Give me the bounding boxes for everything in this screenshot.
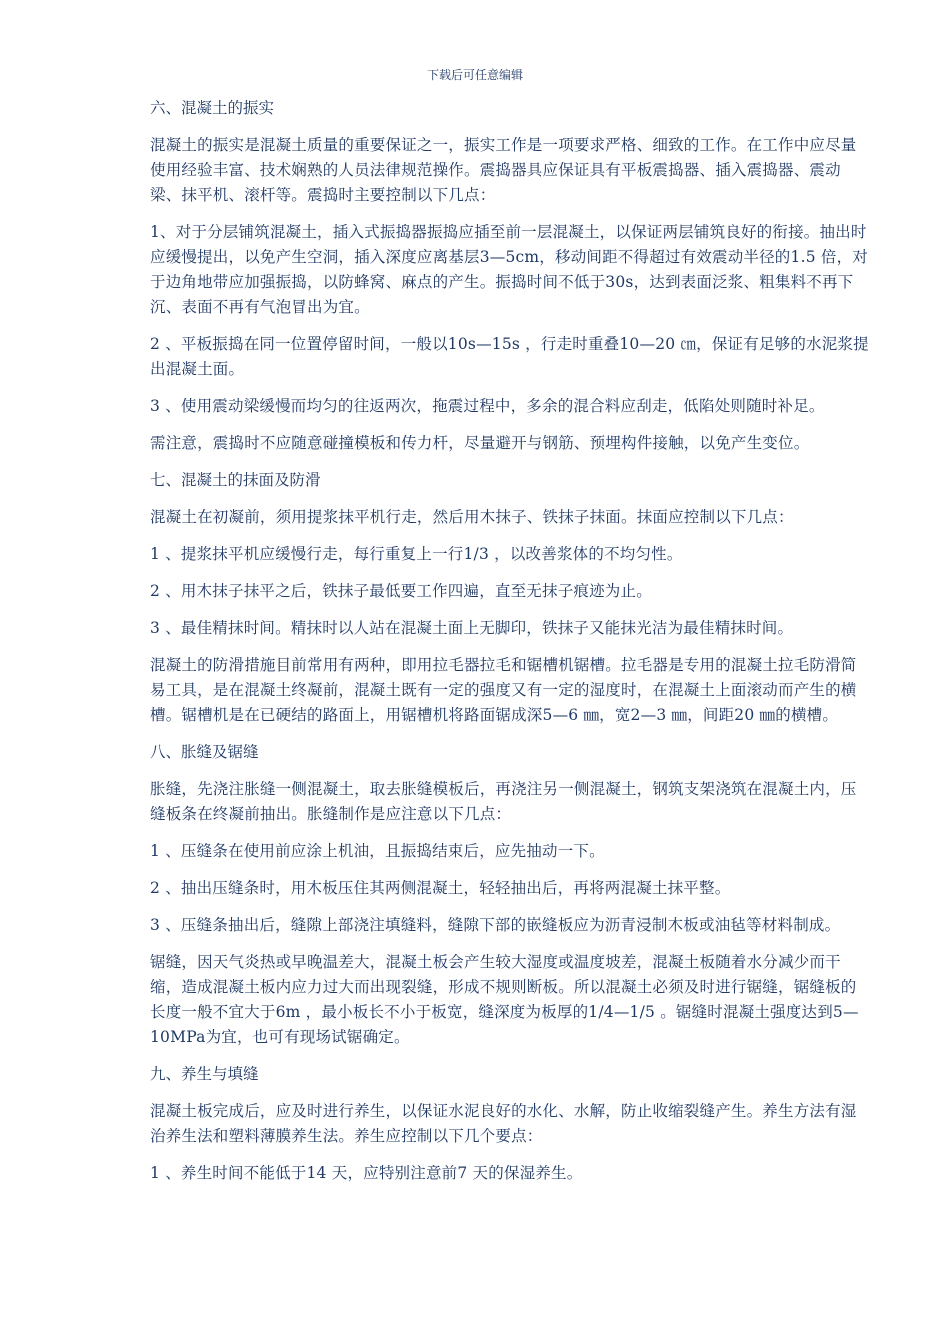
list-item: 3 、使用震动梁缓慢而均匀的往返两次，拖震过程中，多余的混合料应刮走，低陷处则随时补足。 <box>150 397 825 415</box>
paragraph: 胀缝，先浇注胀缝一侧混凝土，取去胀缝模板后，再浇注另一侧混凝土，钢筑支架浇筑在混凝土内，压缝板条在终凝前抽出。胀缝制作是应注意以下几点： <box>150 780 857 823</box>
page-header: 下载后可任意编辑 <box>426 68 523 82</box>
list-item: 1、对于分层铺筑混凝土，插入式振捣器振捣应插至前一层混凝土，以保证两层铺筑良好的衔接。抽出时应缓慢提出，以免产生空洞，插入深度应离基层3—5cm，移动间距不得超过有效震动半径的1.5 倍，对于边角地带应加强振捣，以防蜂窝、麻点的产生。振捣时间不低于30s，达到表面泛浆、粗集料不再下沉、表面不再有气泡冒出为宜。 <box>150 223 868 316</box>
paragraph: 需注意，震捣时不应随意碰撞模板和传力杆，尽量避开与钢筋、预埋构件接触，以免产生变位。 <box>150 434 810 452</box>
paragraph: 锯缝，因天气炎热或早晚温差大，混凝土板会产生较大湿度或温度坡差，混凝土板随着水分减少而干缩，造成混凝土板内应力过大而出现裂缝，形成不规则断板。所以混凝土必须及时进行锯缝，锯缝板的长度一般不宜大于6m ，最小板长不小于板宽，缝深度为板厚的1/4—1/5 。锯缝时混凝土强度达到5—10MPa为宜，也可有现场试锯确定。 <box>150 953 859 1046</box>
section-heading-9: 九、养生与填缝 <box>150 1065 259 1083</box>
paragraph: 混凝土的振实是混凝土质量的重要保证之一，振实工作是一项要求严格、细致的工作。在工作中应尽量使用经验丰富、技术娴熟的人员法律规范操作。震捣器具应保证具有平板震捣器、插入震捣器、震动梁、抹平机、滚杆等。震捣时主要控制以下几点： <box>150 136 857 204</box>
section-heading-6: 六、混凝土的振实 <box>150 99 275 117</box>
section-heading-8: 八、胀缝及锯缝 <box>150 743 259 761</box>
list-item: 1 、提浆抹平机应缓慢行走，每行重复上一行1/3 ，以改善浆体的不均匀性。 <box>150 545 683 563</box>
paragraph: 混凝土的防滑措施目前常用有两种，即用拉毛器拉毛和锯槽机锯槽。拉毛器是专用的混凝土拉毛防滑简易工具，是在混凝土终凝前，混凝土既有一定的强度又有一定的湿度时，在混凝土上面滚动而产生的横槽。锯槽机是在已硬结的路面上，用锯槽机将路面锯成深5—6 ㎜，宽2—3 ㎜，间距20 ㎜的横槽。 <box>150 656 857 724</box>
list-item: 3 、最佳精抹时间。精抹时以人站在混凝土面上无脚印，铁抹子又能抹光洁为最佳精抹时间。 <box>150 619 794 637</box>
paragraph: 混凝土在初凝前，须用提浆抹平机行走，然后用木抹子、铁抹子抹面。抹面应控制以下几点： <box>150 508 794 526</box>
list-item: 1 、压缝条在使用前应涂上机油，且振捣结束后，应先抽动一下。 <box>150 842 605 860</box>
list-item: 1 、养生时间不能低于14 天，应特别注意前7 天的保湿养生。 <box>150 1164 583 1182</box>
section-heading-7: 七、混凝土的抹面及防滑 <box>150 471 321 489</box>
document-body <box>150 96 870 1198</box>
list-item: 3 、压缝条抽出后，缝隙上部浇注填缝料，缝隙下部的嵌缝板应为沥青浸制木板或油毡等材料制成。 <box>150 916 841 934</box>
list-item: 2 、用木抹子抹平之后，铁抹子最低要工作四遍，直至无抹子痕迹为止。 <box>150 582 652 600</box>
list-item: 2 、抽出压缝条时，用木板压住其两侧混凝土，轻轻抽出后，再将两混凝土抹平整。 <box>150 879 731 897</box>
paragraph: 混凝土板完成后，应及时进行养生，以保证水泥良好的水化、水解，防止收缩裂缝产生。养生方法有湿治养生法和塑料薄膜养生法。养生应控制以下几个要点： <box>150 1102 857 1145</box>
list-item: 2 、平板振捣在同一位置停留时间，一般以10s—15s ，行走时重叠10—20 ㎝，保证有足够的水泥浆提出混凝土面。 <box>150 335 869 378</box>
